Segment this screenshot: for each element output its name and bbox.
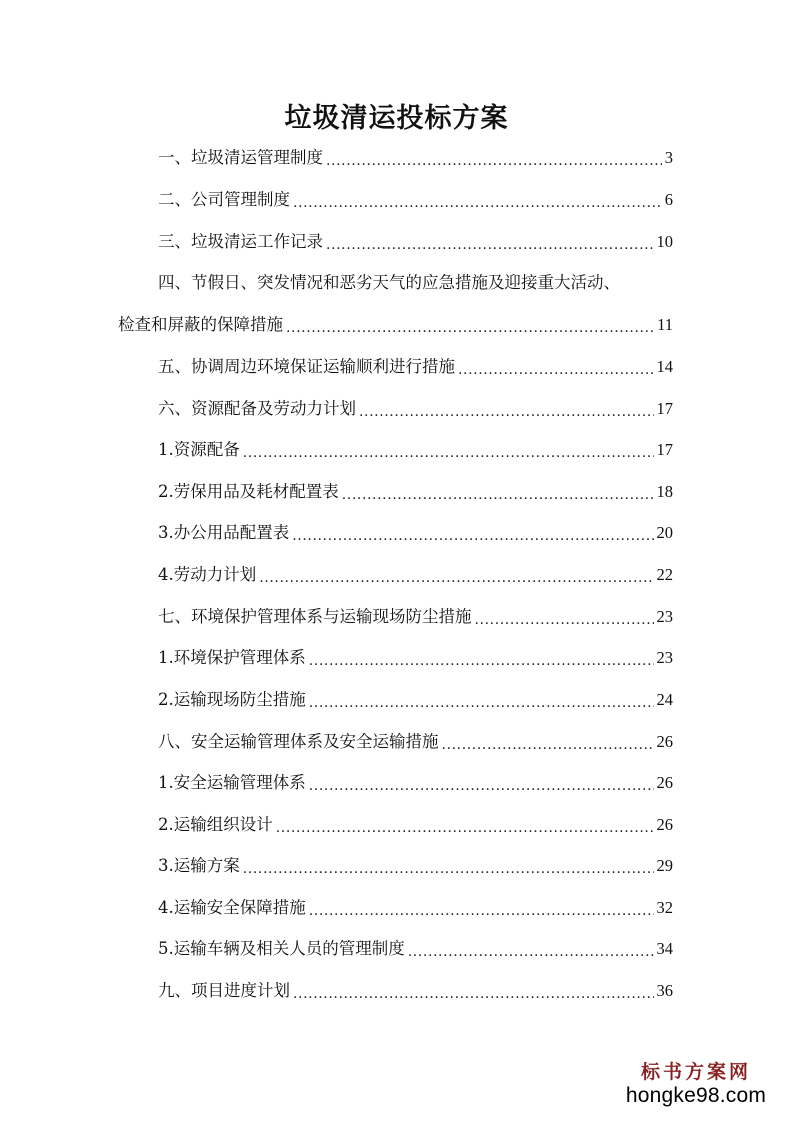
toc-leader-dots bbox=[243, 855, 654, 877]
toc-leader-dots bbox=[309, 689, 654, 711]
toc-entry[interactable] bbox=[158, 189, 673, 211]
toc-leader-dots bbox=[293, 189, 662, 211]
toc-leader-dots bbox=[326, 231, 654, 253]
document-title: 垃圾清运投标方案 bbox=[284, 103, 509, 134]
toc-entry-label: 二、公司管理制度 bbox=[158, 190, 290, 209]
toc-page-number: 32 bbox=[656, 898, 673, 917]
toc-leader-dots bbox=[408, 938, 654, 960]
toc-entry-label: 六、资源配备及劳动力计划 bbox=[158, 399, 356, 418]
toc-entry[interactable] bbox=[158, 647, 673, 669]
toc-page-number: 6 bbox=[664, 190, 673, 209]
toc-entry[interactable] bbox=[158, 439, 673, 461]
toc-page-number: 20 bbox=[656, 523, 673, 542]
toc-leader-dots bbox=[442, 731, 654, 753]
toc-page-number: 17 bbox=[656, 399, 673, 418]
toc-entry[interactable] bbox=[158, 772, 673, 794]
watermark-url-text: hongke98.com bbox=[625, 1084, 767, 1107]
toc-page-number: 36 bbox=[656, 981, 673, 1000]
toc-entry[interactable] bbox=[158, 689, 673, 711]
toc-entry-label: 4.劳动力计划 bbox=[158, 565, 257, 584]
toc-page-number: 24 bbox=[656, 690, 673, 709]
toc-page-number: 26 bbox=[656, 815, 673, 834]
toc-entry[interactable] bbox=[158, 606, 673, 628]
toc-entry[interactable] bbox=[158, 855, 673, 877]
toc-entry-label: 检查和屏蔽的保障措施 bbox=[118, 315, 283, 334]
toc-entry-label-line1: 四、节假日、突发情况和恶劣天气的应急措施及迎接重大活动、 bbox=[158, 273, 620, 292]
toc-entry[interactable] bbox=[158, 564, 673, 586]
toc-entry-label: 1.环境保护管理体系 bbox=[158, 648, 306, 667]
toc-leader-dots bbox=[359, 398, 654, 420]
toc-entry[interactable] bbox=[158, 731, 673, 753]
toc-entry-label: 3.办公用品配置表 bbox=[158, 523, 290, 542]
toc-page-number: 26 bbox=[656, 732, 673, 751]
toc-leader-dots bbox=[276, 814, 654, 836]
toc-entry-label: 2.运输现场防尘措施 bbox=[158, 690, 306, 709]
toc-leader-dots bbox=[286, 314, 654, 336]
toc-page-number: 34 bbox=[656, 939, 673, 958]
toc-page-number: 23 bbox=[656, 648, 673, 667]
toc-entry[interactable] bbox=[158, 522, 673, 544]
toc-page-number: 23 bbox=[656, 607, 673, 626]
toc-entry-label: 三、垃圾清运工作记录 bbox=[158, 232, 323, 251]
toc-entry[interactable] bbox=[158, 147, 673, 169]
toc-entry-label: 2.劳保用品及耗材配置表 bbox=[158, 482, 339, 501]
toc-entry-label: 2.运输组织设计 bbox=[158, 815, 273, 834]
toc-leader-dots bbox=[259, 564, 653, 586]
toc-leader-dots bbox=[243, 439, 654, 461]
toc-entry-label: 七、环境保护管理体系与运输现场防尘措施 bbox=[158, 607, 472, 626]
toc-entry[interactable] bbox=[158, 814, 673, 836]
toc-entry[interactable] bbox=[158, 938, 673, 960]
toc-page-number: 17 bbox=[656, 440, 673, 459]
toc-page-number: 10 bbox=[656, 232, 673, 251]
toc-entry-label: 1.安全运输管理体系 bbox=[158, 773, 306, 792]
toc-entry[interactable] bbox=[118, 314, 673, 336]
toc-leader-dots bbox=[309, 772, 654, 794]
toc-page-number: 11 bbox=[657, 315, 673, 334]
toc-page-number: 14 bbox=[656, 357, 673, 376]
toc-leader-dots bbox=[309, 897, 654, 919]
toc-leader-dots bbox=[342, 481, 654, 503]
site-watermark bbox=[621, 1060, 771, 1108]
toc-entry[interactable] bbox=[158, 980, 673, 1002]
toc-leader-dots bbox=[326, 147, 662, 169]
toc-entry[interactable] bbox=[158, 356, 673, 378]
toc-page-number: 26 bbox=[656, 773, 673, 792]
watermark-brand-text: 标书方案网 bbox=[640, 1061, 751, 1083]
toc-entry-label: 1.资源配备 bbox=[158, 440, 240, 459]
toc-entry[interactable] bbox=[158, 481, 673, 503]
toc-entry[interactable] bbox=[158, 398, 673, 420]
toc-leader-dots bbox=[309, 647, 654, 669]
toc-leader-dots bbox=[458, 356, 654, 378]
toc-entry[interactable] bbox=[158, 231, 673, 253]
toc-leader-dots bbox=[475, 606, 654, 628]
toc-entry-label: 五、协调周边环境保证运输顺利进行措施 bbox=[158, 357, 455, 376]
toc-leader-dots bbox=[292, 522, 653, 544]
toc-entry[interactable] bbox=[158, 897, 673, 919]
toc-entry-label: 一、垃圾清运管理制度 bbox=[158, 148, 323, 167]
toc-page-number: 29 bbox=[656, 856, 673, 875]
toc-entry-label: 九、项目进度计划 bbox=[158, 981, 290, 1000]
toc-page-number: 22 bbox=[656, 565, 673, 584]
toc-page-number: 3 bbox=[664, 148, 673, 167]
toc-entry-label: 4.运输安全保障措施 bbox=[158, 898, 306, 917]
toc-entry-label: 3.运输方案 bbox=[158, 856, 240, 875]
toc-entry-label: 5.运输车辆及相关人员的管理制度 bbox=[158, 939, 405, 958]
toc-entry-label: 八、安全运输管理体系及安全运输措施 bbox=[158, 732, 439, 751]
toc-page-number: 18 bbox=[656, 482, 673, 501]
toc-leader-dots bbox=[293, 980, 654, 1002]
